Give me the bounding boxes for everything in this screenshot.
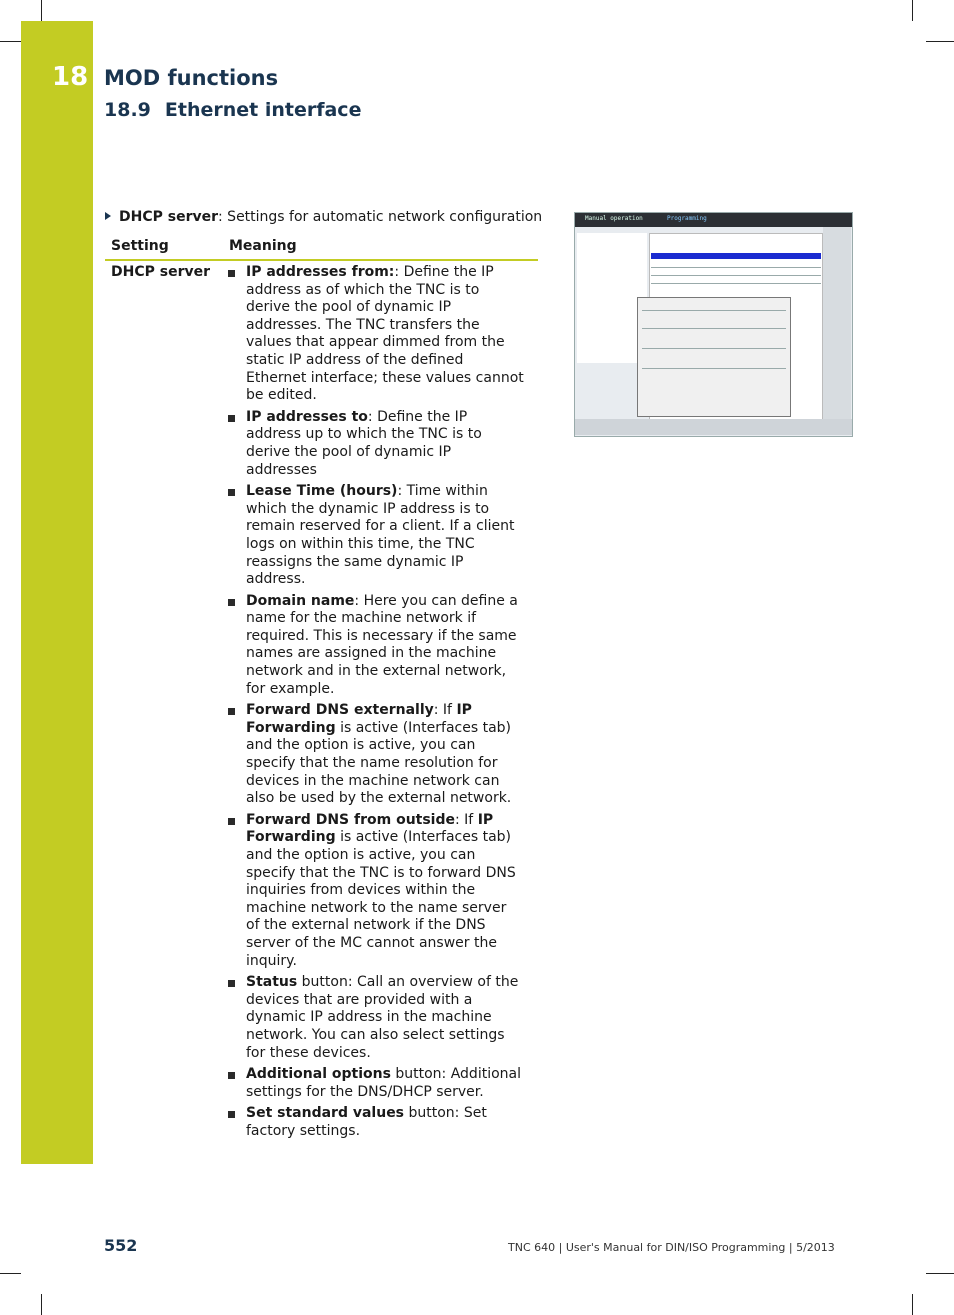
bullet-text: : Define the IP address as of which the TNC is to derive the pool of dynamic IP addresses. The TNC transfers the values that appear dimmed from the static IP address of the defined Ethernet interface; these values cannot be edited. bbox=[246, 264, 524, 404]
bullet-text: button: Set factory settings. bbox=[246, 1105, 487, 1139]
crop-mark bbox=[0, 1273, 21, 1274]
row-line bbox=[651, 267, 821, 268]
bullet-term: Forward DNS externally bbox=[246, 702, 434, 719]
chapter-number: 18 bbox=[52, 62, 89, 92]
bullet-term: Domain name bbox=[246, 592, 355, 609]
meaning-bullet bbox=[228, 974, 524, 1062]
bullet-text: button: Additional settings for the DNS/DHCP server. bbox=[246, 1066, 521, 1100]
bullet-term: Additional options bbox=[246, 1066, 391, 1083]
crop-mark bbox=[926, 41, 954, 42]
crop-mark bbox=[41, 0, 42, 21]
bullet-term: Forward DNS from outside bbox=[246, 811, 455, 828]
bullet-text: : Define the IP address up to which the TNC is to derive the pool of dynamic IP addresses bbox=[246, 408, 482, 478]
dialog-line bbox=[642, 348, 786, 349]
mode-programming: Programming bbox=[667, 215, 707, 222]
triangle-bullet-icon bbox=[105, 212, 111, 220]
meaning-bullet bbox=[228, 409, 524, 479]
bullet-text: is active (Interfaces tab) and the option is active, you can specify that the TNC is to forward DNS inquiries from devices within the machine network to the name server of the external network if the DNS server of the MC cannot answer the inquiry. bbox=[246, 829, 516, 969]
bullet-term: Set standard values bbox=[246, 1105, 405, 1122]
crop-mark bbox=[41, 1294, 42, 1315]
tnc-screenshot bbox=[574, 212, 853, 437]
page-number: 552 bbox=[104, 1236, 138, 1255]
meaning-bullet bbox=[228, 1105, 524, 1140]
bullet-term: IP Forwarding bbox=[246, 811, 494, 846]
bullet-text: : If bbox=[433, 702, 457, 719]
chapter-sidebar bbox=[21, 21, 93, 1164]
dialog-line bbox=[642, 368, 786, 369]
crop-mark bbox=[926, 1273, 954, 1274]
bullet-term: IP addresses to bbox=[246, 408, 368, 425]
meaning-bullet bbox=[228, 1066, 524, 1101]
intro-term: DHCP server bbox=[119, 209, 219, 225]
column-header-meaning: Meaning bbox=[229, 238, 297, 254]
meaning-bullet bbox=[228, 264, 524, 405]
bullet-text: : Here you can define a name for the machine network if required. This is necessary if the same names are assigned in the machine network and in the external network, for example. bbox=[246, 592, 518, 697]
crop-mark bbox=[912, 0, 913, 21]
meaning-list bbox=[228, 264, 524, 1145]
section-name: Ethernet interface bbox=[164, 99, 362, 121]
setting-dhcp-server: DHCP server bbox=[111, 264, 211, 280]
mode-bar bbox=[575, 213, 852, 227]
bullet-term: Lease Time (hours) bbox=[246, 483, 398, 500]
section-number: 18.9 bbox=[104, 99, 151, 121]
right-panel bbox=[823, 227, 851, 419]
row-line bbox=[651, 283, 821, 284]
bullet-text: is active (Interfaces tab) and the option is active, you can specify that the name resolution for devices in the machine network can also be used by the external network. bbox=[246, 719, 512, 807]
bullet-text: : If bbox=[455, 811, 478, 828]
selected-row bbox=[651, 253, 821, 259]
network-settings-dialog bbox=[637, 297, 791, 417]
bullet-text: button: Call an overview of the devices that are provided with a dynamic IP address in the machine network. You can also select settings for these devices. bbox=[246, 974, 519, 1061]
crop-mark bbox=[0, 41, 21, 42]
dialog-line bbox=[642, 310, 786, 311]
intro-text: : Settings for automatic network configuration bbox=[218, 209, 543, 225]
row-line bbox=[651, 275, 821, 276]
dialog-line bbox=[642, 328, 786, 329]
chapter-title: MOD functions bbox=[104, 66, 279, 90]
meaning-bullet bbox=[228, 593, 524, 699]
table-header-rule bbox=[105, 259, 538, 261]
column-header-setting: Setting bbox=[111, 238, 169, 254]
intro-line bbox=[105, 209, 542, 225]
meaning-bullet bbox=[228, 483, 524, 589]
section-title bbox=[104, 99, 361, 121]
bullet-term: IP Forwarding bbox=[246, 702, 472, 736]
footer-text: TNC 640 | User's Manual for DIN/ISO Programming | 5/2013 bbox=[508, 1241, 835, 1254]
bullet-term: IP addresses from: bbox=[246, 264, 395, 280]
mode-manual-operation: Manual operation bbox=[585, 215, 643, 222]
bullet-text: : Time within which the dynamic IP address is to remain reserved for a client. If a client logs on within this time, the TNC reassigns the same dynamic IP address. bbox=[246, 483, 515, 588]
softkey-row bbox=[575, 419, 852, 435]
meaning-bullet bbox=[228, 812, 524, 970]
meaning-bullet bbox=[228, 702, 524, 808]
crop-mark bbox=[912, 1294, 913, 1315]
bullet-term: Status bbox=[246, 974, 298, 991]
